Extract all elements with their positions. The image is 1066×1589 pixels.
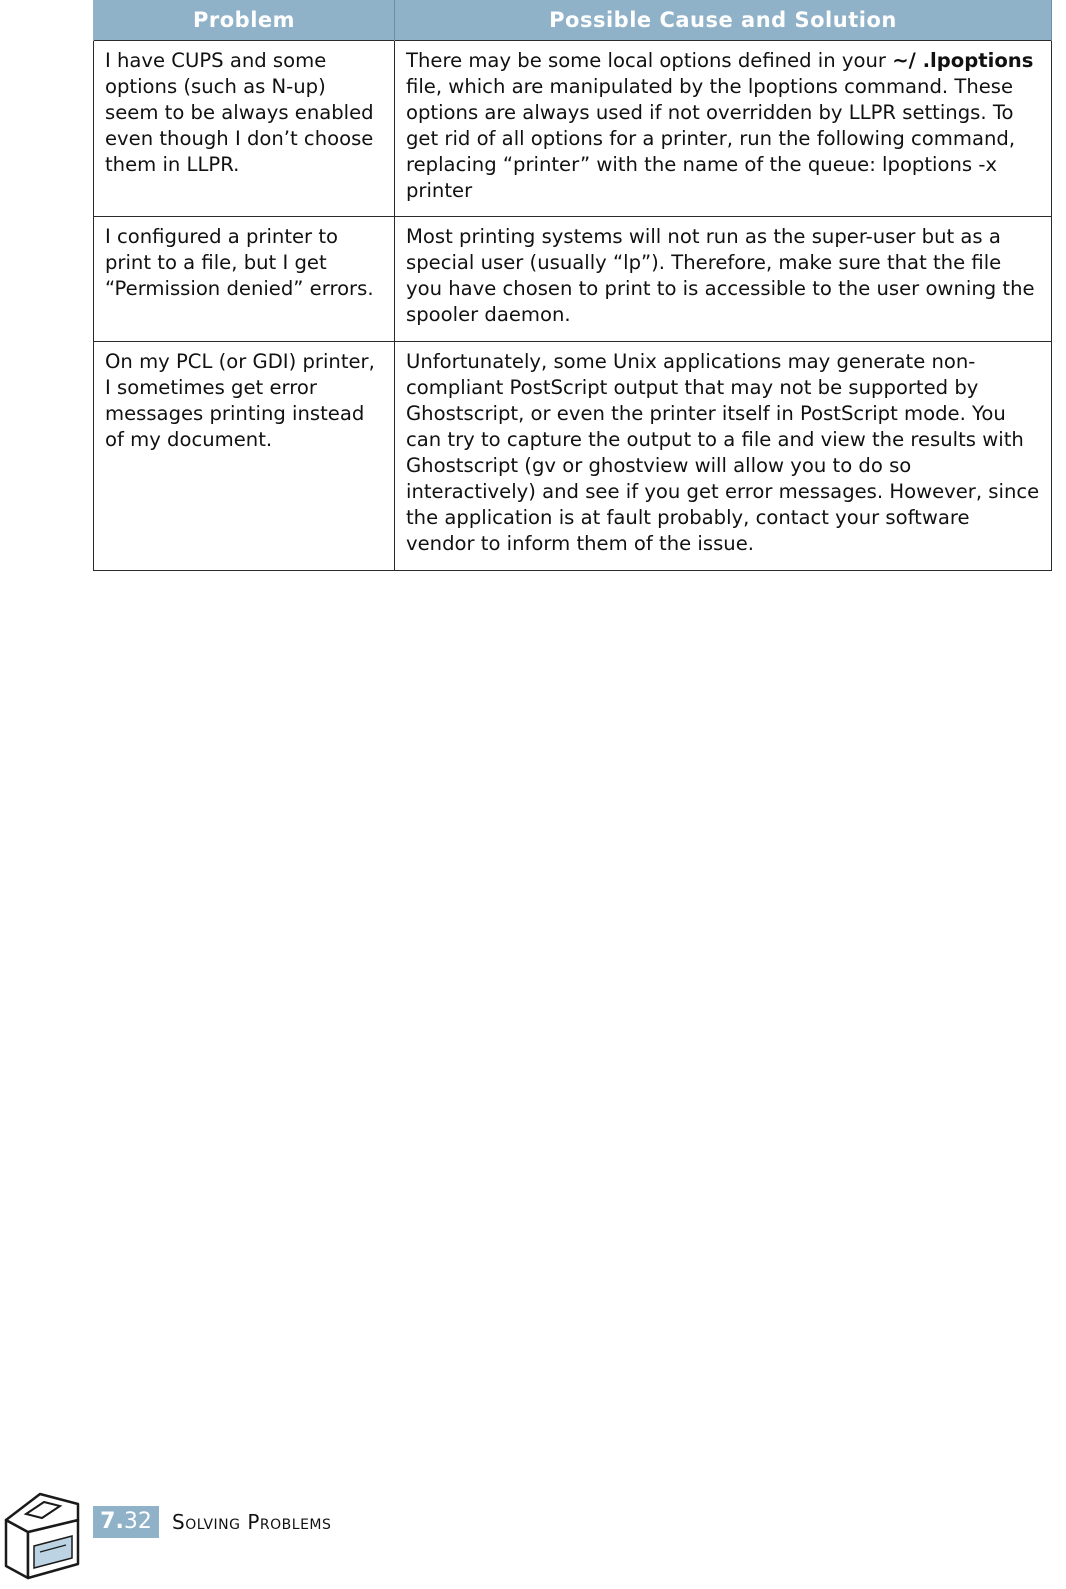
printer-icon [0, 1480, 86, 1580]
section-title: Solving Problems [172, 1510, 332, 1534]
problem-cell: On my PCL (or GDI) printer, I sometimes get error messages printing instead of my document. [94, 342, 395, 571]
solution-cell [395, 41, 1052, 217]
table-row [94, 342, 1052, 571]
problem-cell: I have CUPS and some options (such as N-up) seem to be always enabled even though I don’t choose them in LLPR. [94, 41, 395, 217]
table-header-row [94, 0, 1052, 41]
page-footer [0, 1470, 420, 1589]
chapter-number: 7. [100, 1509, 124, 1534]
solution-text: There may be some local options defined in your [406, 49, 893, 72]
header-solution: Possible Cause and Solution [395, 0, 1052, 41]
solution-cell: Unfortunately, some Unix applications may generate non-compliant PostScript output that may not be supported by Ghostscript, or even the printer itself in PostScript mode. You can try to capture the output to a file and view the results with Ghostscript (gv or ghostview will allow you to do so interactively) and see if you get error messages. However, since the application is at fault probably, contact your software vendor to inform them of the issue. [395, 342, 1052, 571]
troubleshooting-table [93, 0, 1052, 571]
solution-text: file, which are manipulated by the lpoptions command. These options are always used if not overridden by LLPR settings. To get rid of all options for a printer, run the following command, replacing “printer” with the name of the queue: lpoptions -x printer [406, 75, 1016, 202]
header-problem: Problem [94, 0, 395, 41]
table-row [94, 217, 1052, 342]
lpoptions-file-keyword: ~/ .lpoptions [892, 49, 1034, 72]
page-number: 32 [123, 1509, 152, 1534]
page-number-badge [93, 1506, 159, 1538]
table-row [94, 41, 1052, 217]
problem-cell: I configured a printer to print to a file, but I get “Permission denied” errors. [94, 217, 395, 342]
solution-cell: Most printing systems will not run as the super-user but as a special user (usually “lp”). Therefore, make sure that the file you have chosen to print to is accessible to the user owning the spooler daemon. [395, 217, 1052, 342]
